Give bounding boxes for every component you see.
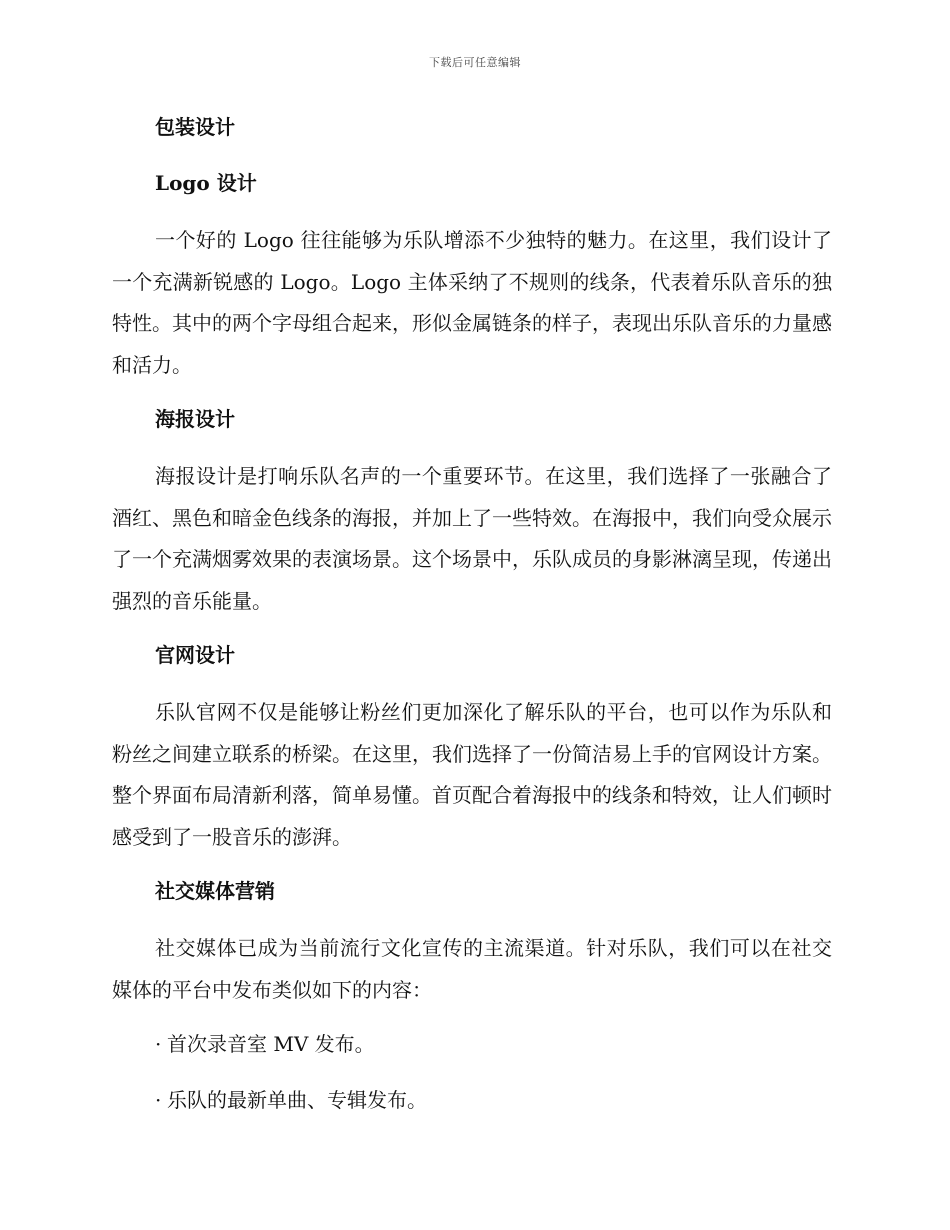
list-item-text: 乐队的最新单曲、专辑发布。	[167, 1088, 427, 1112]
heading-social-media-marketing: 社交媒体营销	[155, 879, 275, 903]
paragraph-logo-design: 一个好的 Logo 往往能够为乐队增添不少独特的魅力。在这里，我们设计了一个充满新锐感的 Logo。Logo 主体采纳了不规则的线条，代表着乐队音乐的独特性。其中的两个字母组合起来，形似金属链条的样子，表现出乐队音乐的力量感和活力。	[112, 228, 832, 377]
bullet-mark: ·	[155, 1032, 162, 1056]
heading-packaging-design: 包装设计	[155, 115, 235, 139]
paragraph-website-design: 乐队官网不仅是能够让粉丝们更加深化了解乐队的平台，也可以作为乐队和粉丝之间建立联系的桥梁。在这里，我们选择了一份简洁易上手的官网设计方案。整个界面布局清新利落，简单易懂。首页配合着海报中的线条和特效，让人们顿时感受到了一股音乐的澎湃。	[112, 700, 832, 849]
heading-logo-design: Logo 设计	[155, 171, 257, 195]
heading-website-design: 官网设计	[155, 643, 235, 667]
page-header-note: 下载后可任意编辑	[429, 56, 521, 69]
bullet-mark: ·	[155, 1088, 162, 1112]
list-item	[112, 1025, 832, 1063]
paragraph-poster-design: 海报设计是打响乐队名声的一个重要环节。在这里，我们选择了一张融合了酒红、黑色和暗金色线条的海报，并加上了一些特效。在海报中，我们向受众展示了一个充满烟雾效果的表演场景。这个场景中，乐队成员的身影淋漓呈现，传递出强烈的音乐能量。	[112, 464, 832, 613]
document-body	[112, 108, 832, 1137]
list-item	[112, 1081, 832, 1119]
paragraph-social-media-marketing: 社交媒体已成为当前流行文化宣传的主流渠道。针对乐队，我们可以在社交媒体的平台中发布类似如下的内容：	[112, 936, 832, 1002]
list-item-text: 首次录音室 MV 发布。	[167, 1032, 375, 1056]
heading-poster-design: 海报设计	[155, 407, 235, 431]
